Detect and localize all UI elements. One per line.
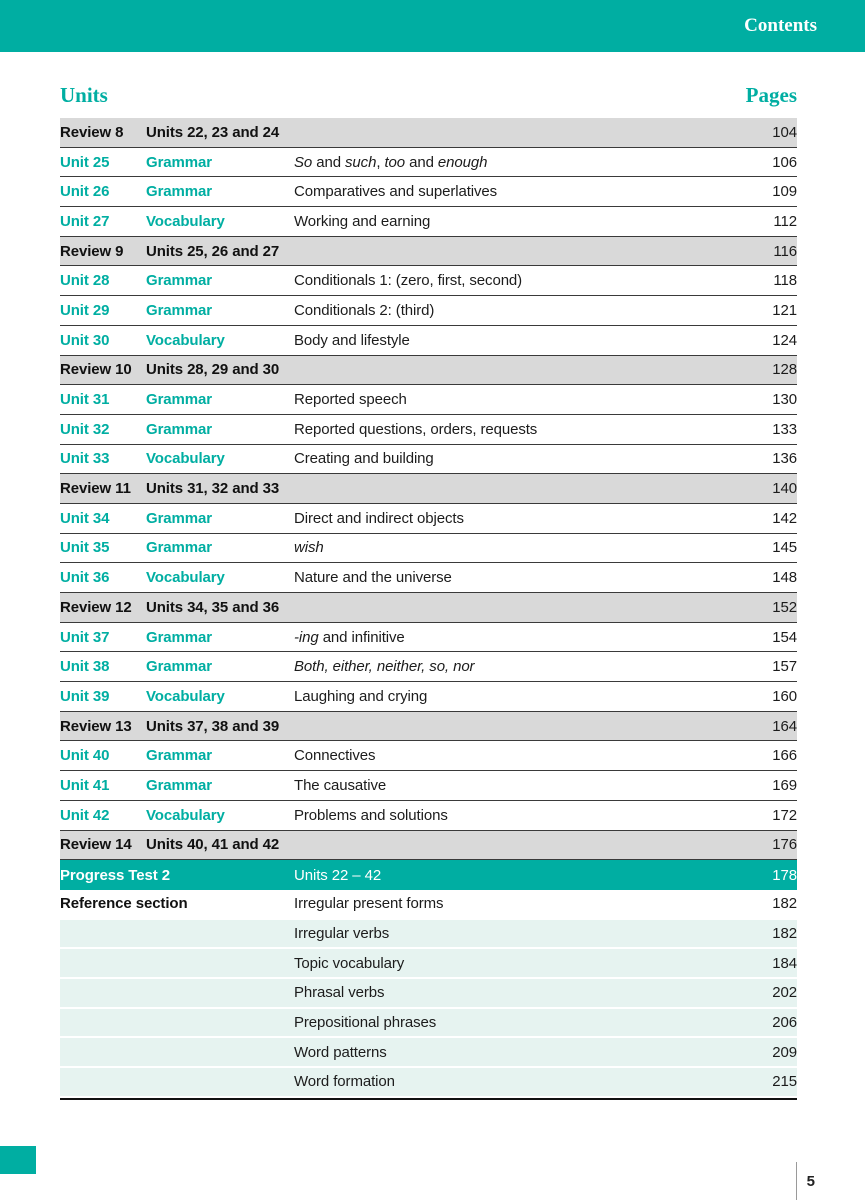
category-label: Grammar [146,420,213,438]
entry-title [294,154,747,171]
entry-title-segment: The causative [294,776,387,794]
toc-row-unit [60,652,797,682]
unit-label: Unit 41 [60,776,110,794]
category-label: Grammar [146,272,213,290]
toc-row-review [60,712,797,742]
page-number: 121 [772,301,797,319]
category-label: Vocabulary [146,212,225,230]
category-label: Grammar [146,539,213,557]
entry-title [294,421,747,438]
toc-row-review [60,474,797,504]
entry-title-segment: such [345,153,377,171]
unit-label: Unit 28 [60,272,110,290]
page-number: 104 [772,123,797,141]
page-number: 128 [772,361,797,379]
entry-title-segment: Working and earning [294,212,431,230]
page-number: 176 [772,836,797,854]
category-label: Vocabulary [146,687,225,705]
entry-title-segment: and [405,153,438,171]
entry-title-segment: Connectives [294,747,376,765]
unit-label: Unit 33 [60,450,110,468]
page-number: 178 [772,866,797,884]
entry-title [294,984,747,1001]
entry-title [294,569,747,586]
entry-title [294,777,747,794]
entry-title [294,807,747,824]
entry-title-segment: and infinitive [318,628,405,646]
toc-row-unit [60,415,797,445]
page-number: 215 [772,1073,797,1091]
page-number: 118 [773,272,797,290]
entry-title-segment: Topic vocabulary [294,954,405,972]
entry-title-segment: and [312,153,346,171]
entry-title-segment: Body and lifestyle [294,331,410,349]
page-number: 145 [772,539,797,557]
units-column-heading: Units [60,83,108,107]
entry-title-segment: Direct and indirect objects [294,509,464,527]
entry-title-segment: Phrasal verbs [294,984,385,1002]
toc-row-unit [60,385,797,415]
entry-title-segment: Reported speech [294,391,407,409]
review-units: Units 31, 32 and 33 [146,480,280,498]
toc-row-unit [60,445,797,475]
entry-title-segment: Prepositional phrases [294,1013,437,1031]
unit-label: Unit 39 [60,687,110,705]
toc-table [60,118,797,1100]
entry-title-segment: Laughing and crying [294,687,428,705]
entry-title [294,1014,747,1031]
entry-title [294,925,747,942]
category-label: Grammar [146,776,213,794]
entry-title-segment: enough [437,153,488,171]
page-number: 166 [772,747,797,765]
entry-title [294,895,747,912]
unit-label: Unit 27 [60,212,110,230]
page-number: 140 [772,480,797,498]
entry-title-segment: too [384,153,406,171]
page-number: 148 [772,569,797,587]
unit-label: Unit 31 [60,391,110,409]
entry-title-segment: Both, either, neither, so, nor [294,658,475,676]
toc-row-unit [60,741,797,771]
unit-label: Unit 34 [60,509,110,527]
toc-row-unit [60,623,797,653]
toc-row-reference [60,1009,797,1039]
unit-label: Unit 26 [60,183,110,201]
entry-title [294,183,747,200]
entry-title [294,688,747,705]
category-label: Grammar [146,628,213,646]
entry-title [294,332,747,349]
toc-row-reference [60,1038,797,1068]
entry-title-segment: Nature and the universe [294,569,452,587]
page-number: 160 [772,687,797,705]
entry-title [294,747,747,764]
section-label: Reference section [60,895,188,913]
entry-title [294,539,747,556]
unit-label: Unit 38 [60,658,110,676]
page-number: 116 [773,242,797,260]
toc-row-unit [60,682,797,712]
page-number: 112 [773,212,797,230]
category-label: Vocabulary [146,450,225,468]
page-number: 172 [772,806,797,824]
page-number: 164 [772,717,797,735]
footer-page-number-block [796,1162,815,1200]
toc-row-reference [60,890,797,920]
entry-title-segment: Irregular present forms [294,895,444,913]
category-label: Vocabulary [146,806,225,824]
entry-title-segment: wish [294,539,324,557]
toc-row-unit [60,534,797,564]
unit-label: Unit 42 [60,806,110,824]
page-number: 106 [772,153,797,171]
page-number: 184 [772,954,797,972]
entry-title [294,955,747,972]
toc-row-unit [60,207,797,237]
entry-title [294,272,747,289]
toc-row-review [60,831,797,861]
page-number: 133 [772,420,797,438]
entry-title [294,658,747,675]
footer-accent-square [0,1146,36,1174]
page-number: 124 [772,331,797,349]
entry-title-segment: Conditionals 2: (third) [294,301,435,319]
review-label: Review 8 [60,123,124,141]
entry-title-segment: Comparatives and superlatives [294,183,498,201]
header-bar [0,0,865,52]
page-number: 202 [772,984,797,1002]
toc-row-unit [60,148,797,178]
page-header-title: Contents [744,15,817,36]
toc-row-unit [60,326,797,356]
entry-title [294,391,747,408]
page-number: 142 [772,509,797,527]
toc-row-unit [60,177,797,207]
toc-row-unit [60,266,797,296]
unit-label: Unit 35 [60,539,110,557]
review-label: Review 11 [60,480,131,498]
entry-title [294,629,747,646]
toc-row-reference [60,949,797,979]
review-label: Review 9 [60,242,124,260]
review-units: Units 37, 38 and 39 [146,717,280,735]
column-headings [60,83,797,108]
review-label: Review 13 [60,717,132,735]
category-label: Vocabulary [146,331,225,349]
entry-title-segment: Irregular verbs [294,924,390,942]
category-label: Grammar [146,747,213,765]
page-number: 182 [772,924,797,942]
category-label: Grammar [146,153,213,171]
category-label: Grammar [146,183,213,201]
page-number: 169 [772,776,797,794]
toc-row-review [60,356,797,386]
entry-title [294,867,747,884]
entry-title [294,213,747,230]
unit-label: Unit 32 [60,420,110,438]
entry-title [294,510,747,527]
category-label: Vocabulary [146,569,225,587]
pages-column-heading: Pages [745,83,797,107]
toc-row-unit [60,801,797,831]
unit-label: Unit 36 [60,569,110,587]
toc-row-reference [60,979,797,1009]
page-number: 154 [772,628,797,646]
toc-row-reference [60,920,797,950]
review-units: Units 22, 23 and 24 [146,123,280,141]
page-number: 209 [772,1043,797,1061]
entry-title-segment: So [294,153,313,171]
unit-label: Unit 37 [60,628,110,646]
entry-title-segment: -ing [294,628,319,646]
toc-row-unit [60,504,797,534]
review-label: Review 14 [60,836,132,854]
toc-row-review [60,118,797,148]
review-units: Units 25, 26 and 27 [146,242,280,260]
footer-page-number: 5 [806,1172,815,1190]
page-number: 136 [772,450,797,468]
toc-row-unit [60,563,797,593]
review-units: Units 34, 35 and 36 [146,598,280,616]
category-label: Grammar [146,658,213,676]
entry-title-segment: Creating and building [294,450,434,468]
unit-label: Unit 30 [60,331,110,349]
entry-title-segment: Problems and solutions [294,806,448,824]
category-label: Grammar [146,301,213,319]
unit-label: Unit 40 [60,747,110,765]
unit-label: Unit 29 [60,301,110,319]
entry-title-segment: Word formation [294,1073,395,1091]
review-label: Review 10 [60,361,132,379]
entry-title [294,1073,747,1090]
entry-title [294,450,747,467]
page-number: 152 [772,598,797,616]
entry-title-segment: Conditionals 1: (zero, first, second) [294,272,523,290]
category-label: Grammar [146,391,213,409]
page-number: 206 [772,1013,797,1031]
toc-row-review [60,593,797,623]
page-number: 130 [772,391,797,409]
unit-label: Unit 25 [60,153,110,171]
toc-row-review [60,237,797,267]
page-number: 182 [772,895,797,913]
page-number: 109 [772,183,797,201]
entry-title-segment: Units 22 – 42 [294,866,382,884]
review-units: Units 28, 29 and 30 [146,361,280,379]
page-number: 157 [772,658,797,676]
toc-row-progress [60,860,797,890]
toc-row-unit [60,771,797,801]
section-label: Progress Test 2 [60,866,170,884]
entry-title-segment: , [376,153,385,171]
category-label: Grammar [146,509,213,527]
toc-row-unit [60,296,797,326]
entry-title [294,1044,747,1061]
toc-row-reference [60,1068,797,1098]
entry-title [294,302,747,319]
review-label: Review 12 [60,598,132,616]
entry-title-segment: Word patterns [294,1043,387,1061]
entry-title-segment: Reported questions, orders, requests [294,420,538,438]
review-units: Units 40, 41 and 42 [146,836,280,854]
